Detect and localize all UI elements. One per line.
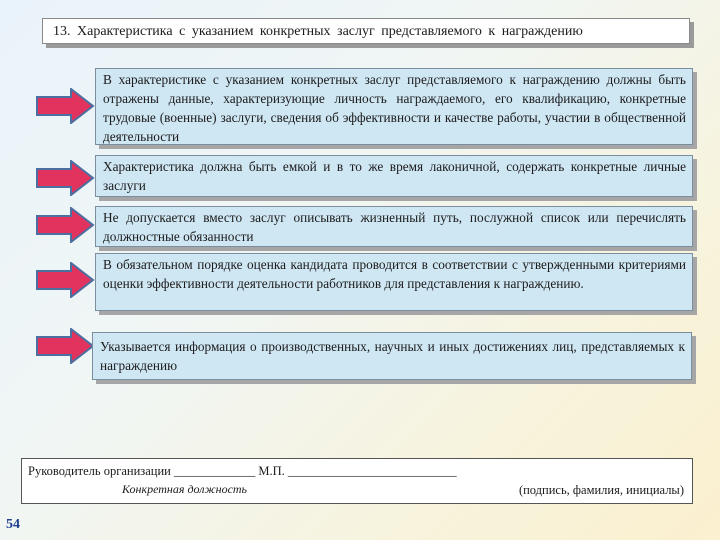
signature-block: [21, 458, 693, 504]
arrow-right-icon: [35, 262, 95, 298]
arrow-right-icon: [35, 160, 95, 196]
arrow-right-icon: [35, 88, 95, 124]
requirement-box: Характеристика должна быть емкой и в то же время лаконичной, содержать конкретные личные заслуги: [95, 155, 693, 197]
requirement-box: Не допускается вместо заслуг описывать жизненный путь, послужной список или перечислять должностные обязанности: [95, 206, 693, 247]
arrow-right-icon: [35, 328, 95, 364]
page-number: 54: [6, 517, 20, 532]
head-signature-line: Руководитель организации _____________ М.П. ___________________________: [28, 464, 457, 478]
requirement-box: В обязательном порядке оценка кандидата проводится в соответствии с утвержденными критериями оценки эффективности деятельности работников для представления к награждению.: [95, 253, 693, 311]
requirement-box: В характеристике с указанием конкретных заслуг представляемого к награждению должны быть отражены данные, характеризующие личность награждаемого, его квалификацию, конкретные трудовые (военные) заслуги, сведения об эффективности и качестве работы, участии в общественной деятельности: [95, 68, 693, 145]
position-caption: Конкретная должность: [122, 482, 248, 496]
signature-caption: (подпись, фамилия, инициалы): [518, 483, 684, 497]
requirement-box: Указывается информация о производственных, научных и иных достижениях лиц, представляемых к награждению: [92, 332, 692, 380]
page-title: 13. Характеристика с указанием конкретных заслуг представляемого к награждению: [42, 18, 690, 44]
arrow-right-icon: [35, 207, 95, 243]
